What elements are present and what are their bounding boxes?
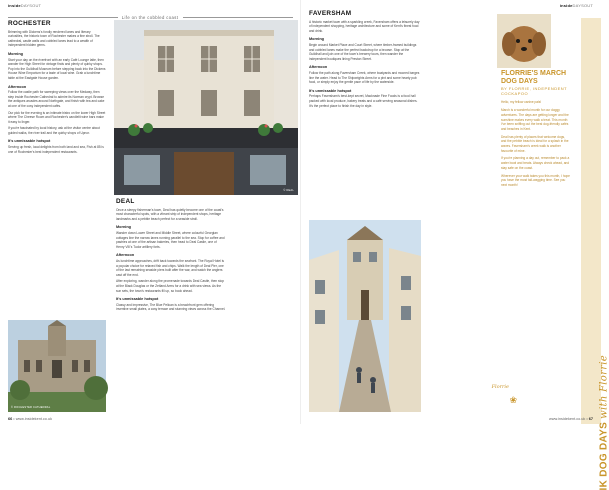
- rochester-afternoon-body: Follow the castle path for sweeping views over the Medway, then step inside Rochester Cathedral to admire its Norman crypt. Browse the antiques arcades around Northgate, and finish with tea and cake at one of the cosy independent cafés.: [8, 90, 105, 108]
- faversham-morning-heading: Morning: [309, 37, 324, 42]
- header-rule-right: [183, 17, 293, 18]
- cathedral-illustration: [8, 320, 106, 412]
- photo-credit-top: © DEAL: [283, 189, 294, 192]
- page-number-right: 67: [588, 417, 593, 421]
- spine-label: [598, 355, 609, 490]
- sidebar-paragraph-3: Deal has plenty of places that welcome dogs, and the pebble beach is ideal for a splash in the waves. Faversham's creek walk is another favourite of mine.: [501, 134, 569, 153]
- footer-right: www.insidekent.co.uk • 67: [549, 417, 593, 421]
- deal-afternoon-heading: Afternoon: [116, 253, 135, 258]
- deal-heading: DEAL: [116, 198, 135, 205]
- florrie-sidebar: [501, 70, 571, 410]
- deal-morning-heading: Morning: [116, 225, 131, 230]
- faversham-afternoon-body: Follow the path along Faversham Creek, where boatyards and moored barges line the water. Head to The Shipwrights Arms for a pint and some hearty pub food, or simply enjoy the gentle pace of life by the waterside.: [309, 70, 420, 85]
- rochester-heading: ROCHESTER: [8, 20, 51, 27]
- rochester-morning-body: Start your day on the riverfront with an early Café Lounge latte, then wander the High Street for vintage finds and plenty of quirky shops. Pop into the Guildhall Museum before stepping back into the Dickens House Wine Emporium for a taste of local wine. Grab a lunchtime table at the Eastgate House garden.: [8, 57, 106, 80]
- sidebar-paragraph-4: If you're planning a day out, remember to pack a water bowl and treats. Always check ahead, and stay safe on the coast.: [501, 156, 570, 170]
- faversham-intro: A historic market town with a sparkling creek, Faversham offers a leisurely day of independent shopping, heritage architecture and some of Kent's finest food and drink.: [309, 19, 420, 33]
- deal-building-illustration: [114, 20, 298, 195]
- rochester-column: [8, 22, 106, 156]
- rochester-intro: Brimming with Dickens's fondly rendered lanes and literary curiosities, the historic town of Rochester makes a fine stroll. The cathedral, castle walls and cobbled lanes lead to a wealth of independent hidden gems.: [8, 29, 100, 48]
- faversham-heading: FAVERSHAM: [309, 10, 352, 17]
- header-subtitle: Life on the cobbled coast: [121, 15, 179, 20]
- faversham-unmissable-body: Perhaps Faversham's best-kept secret, Macknade Fine Foods is a food hall packed with local produce, bakery treats and a café serving seasonal dishes. It's the perfect place to finish the day in style.: [309, 94, 418, 108]
- sidebar-paragraph-5: Wherever your walk takes you this month, I hope you have the most tail-wagging time. See you next month!: [501, 173, 570, 187]
- deal-column: [116, 200, 226, 314]
- sidebar-subtitle: BY FLORRIE, INDEPENDENT COCKAPOO: [501, 86, 568, 96]
- rochester-cathedral-photo: [8, 320, 106, 412]
- faversham-street-photo: [309, 220, 421, 412]
- right-page: [300, 0, 609, 490]
- brand-name-right: inside: [559, 3, 573, 8]
- sidebar-paragraph-2: March is a wonderful month for our doggy adventures. The days are getting longer and the sunshine makes every walk a treat. This month I've been sniffing out the best dog-friendly cafés and beaches in Kent.: [501, 108, 569, 131]
- deal-building-photo: [114, 20, 298, 195]
- rochester-unmissable-heading: It's unmissable hotspot: [8, 139, 51, 144]
- section-name: DAYSOUT: [20, 3, 42, 8]
- sidebar-title: FLORRIE'S MARCH DOG DAYS: [501, 70, 567, 85]
- header-tag-right: [560, 3, 593, 8]
- florrie-dog-photo: [497, 14, 551, 68]
- header-rule-left: [8, 17, 118, 18]
- brand-name: inside: [8, 3, 21, 8]
- footer-url-left: www.insidekent.co.uk: [15, 417, 52, 421]
- footer-left: 66 • www.insidekent.co.uk: [8, 417, 52, 421]
- faversham-morning-body: Begin around Market Place and Court Street, where timber-framed buildings and cobbled lanes make the perfect backdrop for a browse. Stop at the Guildhall and join one of the town's brewery tours, then wander the independent boutiques lining Preston Street.: [309, 42, 417, 61]
- faversham-column: [309, 12, 421, 110]
- rochester-afternoon-heading: Afternoon: [8, 84, 27, 89]
- deal-unmissable-body: Classy and impressive, The Blue Pelican is a beachfront gem offering inventive small plates, a cosy terrace and stunning views across the Channel.: [116, 302, 226, 312]
- deal-afternoon-body: As lunchtime approaches, drift back towards the seafront. The Royal Hotel is a popular choice for relaxed fish and chips. Walk the length of Deal Pier, one of the last remaining seaside piers built after the war, and watch the anglers cast off the end.: [116, 258, 225, 277]
- section-name-right: DAYSOUT: [572, 3, 593, 8]
- rochester-unmissable-body: Serving up fresh, local delights from both land and sea, Fish at 85 is one of Rochester's best independent restaurants.: [8, 145, 104, 154]
- sidebar-signature: Florrie: [491, 384, 509, 390]
- header-tag-left: [8, 3, 41, 8]
- deal-intro: Once a sleepy fisherman's town, Deal has quietly become one of the coast's most characterful spots, with a vibrant strip of independent shops, heritage landmarks and a pebble beach perfect for a seaside stroll.: [116, 207, 224, 221]
- rochester-morning-heading: Morning: [8, 51, 23, 56]
- photo-credit-bottom: © ROCHESTER CATHEDRAL: [11, 406, 51, 409]
- left-page: [0, 0, 300, 424]
- spine-label-a: IK DOG DAYS: [598, 421, 609, 490]
- deal-unmissable-heading: It's unmissable hotspot: [116, 297, 159, 302]
- paw-icon: ❀: [509, 395, 517, 405]
- page-number-left: 66: [8, 417, 13, 421]
- deal-morning-body: Wander down Lower Street and Middle Street, where colourful Georgian cottages line the narrow lanes running parallel to the sea. Stop for coffee and pastries at one of the artisan bakeries, then head to Deal Castle, one of Henry VIII's Tudor artillery forts.: [116, 230, 225, 249]
- deal-evening-body: After exploring, wander along the promenade towards Deal Castle, then stop at the Black Douglas or the Zetland Arms for a drink with sea views. As the sun sets, the town's restaurants fill up, so book ahead.: [116, 279, 225, 293]
- rochester-evening-body: Our pick for the evening is an intimate bistro on the lower High Street where The Cheese Room and Rochester's candlelit wine bars make it easy to linger.: [8, 110, 106, 124]
- sidebar-paragraph-1: Hello, my fellow canine pals!: [501, 100, 542, 105]
- footer-url-right: www.insidekent.co.uk: [549, 417, 586, 421]
- faversham-afternoon-heading: Afternoon: [309, 65, 328, 70]
- dog-illustration: [497, 14, 551, 68]
- rochester-extra-body: If you're fascinated by local history, ask at the visitor centre about guided walks, the river trail and the quirky shops of Upnor.: [8, 126, 100, 135]
- faversham-street-illustration: [309, 220, 421, 412]
- spine-label-b: with Florrie: [598, 355, 609, 419]
- faversham-unmissable-heading: It's unmissable hotspot: [309, 88, 352, 93]
